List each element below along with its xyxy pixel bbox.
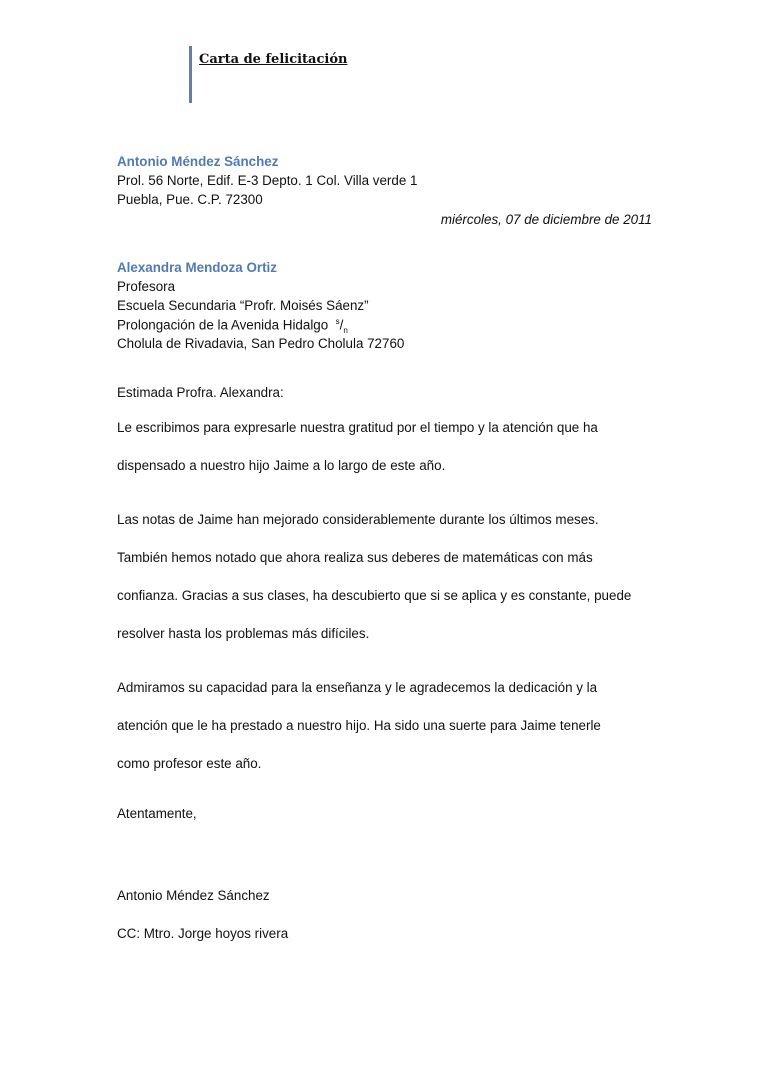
sender-address-1: Prol. 56 Norte, Edif. E-3 Depto. 1 Col. Villa verde 1 (117, 173, 418, 188)
body-line: resolver hasta los problemas más difíciles. (117, 626, 370, 641)
recipient-city: Cholula de Rivadavia, San Pedro Cholula 72760 (117, 336, 405, 351)
signature: Antonio Méndez Sánchez (117, 888, 270, 903)
body-line: También hemos notado que ahora realiza sus deberes de matemáticas con más (117, 550, 593, 565)
letter-date: miércoles, 07 de diciembre de 2011 (440, 212, 652, 227)
sender-address-2: Puebla, Pue. C.P. 72300 (117, 192, 263, 207)
greeting: Estimada Profra. Alexandra: (117, 385, 284, 400)
body-line: dispensado a nuestro hijo Jaime a lo largo de este año. (117, 458, 446, 473)
body-line: Le escribimos para expresarle nuestra gratitud por el tiempo y la atención que ha (117, 420, 598, 435)
body-line: Las notas de Jaime han mejorado considerablemente durante los últimos meses. (117, 512, 599, 527)
body-line: confianza. Gracias a sus clases, ha descubierto que si se aplica y es constante, puede (117, 588, 632, 603)
recipient-name: Alexandra Mendoza Ortiz (117, 260, 277, 275)
body-line: como profesor este año. (117, 756, 262, 771)
recipient-street: Prolongación de la Avenida Hidalgo $^s/_n$ (117, 317, 348, 336)
sender-name: Antonio Méndez Sánchez (117, 154, 279, 169)
body-line: atención que le ha prestado a nuestro hijo. Ha sido una suerte para Jaime tenerle (117, 718, 601, 733)
cc-line: CC: Mtro. Jorge hoyos rivera (117, 926, 289, 941)
street-sup: s (335, 317, 340, 326)
title-accent-bar (189, 46, 192, 103)
street-sub: n (343, 326, 348, 336)
recipient-school: Escuela Secundaria “Profr. Moisés Sáenz” (117, 298, 369, 313)
closing: Atentamente, (117, 806, 197, 821)
document-title: Carta de felicitación (199, 52, 348, 67)
recipient-role: Profesora (117, 279, 176, 294)
body-line: Admiramos su capacidad para la enseñanza y le agradecemos la dedicación y la (117, 680, 598, 695)
street-text: Prolongación de la Avenida Hidalgo (117, 317, 329, 333)
